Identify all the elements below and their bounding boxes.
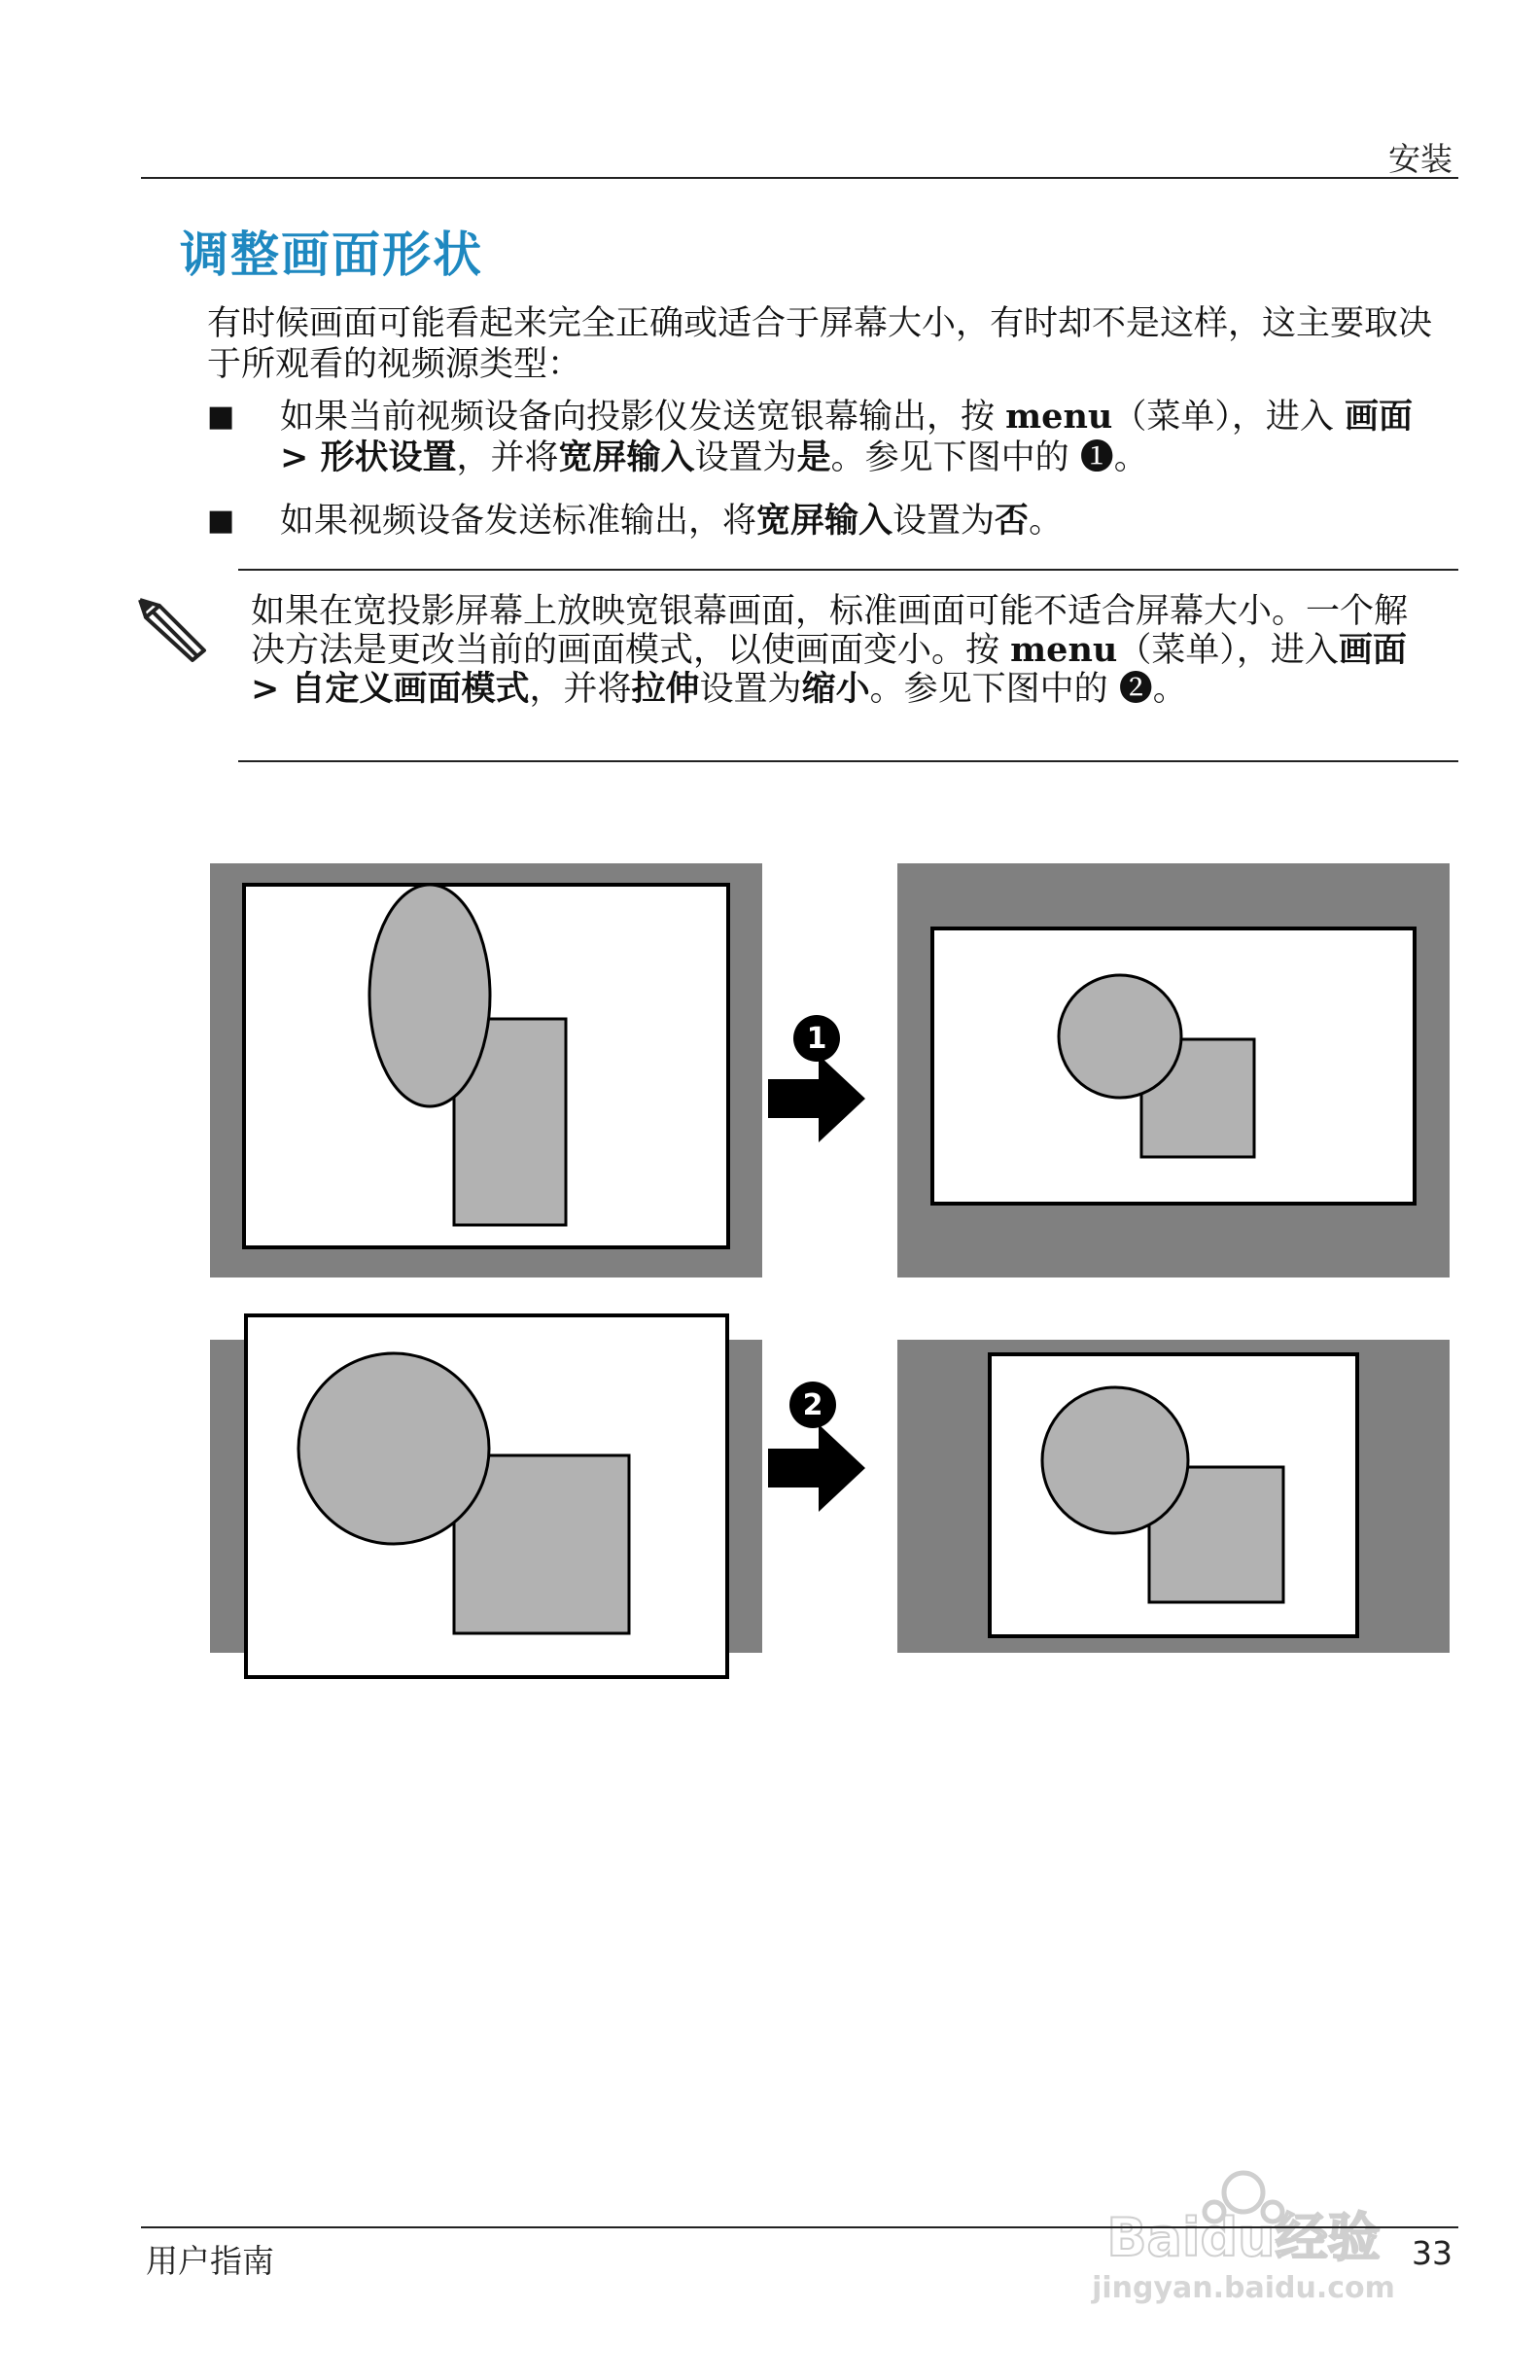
header-rule: [141, 177, 1458, 179]
footer-guide-label: 用户指南: [146, 2242, 274, 2280]
step-1-arrow: [768, 1015, 865, 1142]
svg-text:jingyan.baidu.com: jingyan.baidu.com: [1092, 2271, 1395, 2305]
note-text: 如果在宽投影屏幕上放映宽银幕画面，标准画面可能不适合屏幕大小。一个解决方法是更改当前的画面模式，以使画面变小。按 menu（菜单），进入画面 > 自定义画面模式，并将拉伸设置为缩小。参见下图中的 ➋。: [251, 592, 1409, 709]
page-title: 调整画面形状: [180, 227, 483, 283]
svg-text:2: 2: [802, 1388, 823, 1422]
svg-text:1: 1: [806, 1022, 827, 1056]
aspect-ratio-diagram: [204, 856, 1458, 1692]
step-2-arrow: [768, 1382, 865, 1512]
header-section-label: 安装: [1388, 140, 1452, 178]
intro-paragraph: 有时候画面可能看起来完全正确或适合于屏幕大小，有时却不是这样，这主要取决于所观看的视频源类型：: [207, 304, 1433, 384]
page-number: 33: [1412, 2234, 1452, 2272]
pencil-icon: [136, 588, 214, 666]
bullet-marker: ■: [207, 400, 235, 434]
panel-widescreen-result: [897, 863, 1450, 1278]
footer-rule: [141, 2226, 1458, 2228]
svg-text:Baidu经验: Baidu经验: [1106, 2207, 1381, 2268]
note-box: [238, 569, 1458, 762]
panel-standard-result: [897, 1340, 1450, 1653]
list-item-text: 如果当前视频设备向投影仪发送宽银幕输出，按 menu（菜单），进入 画面 > 形状设置，并将宽屏输入设置为是。参见下图中的 ➊。: [280, 397, 1413, 477]
panel-standard-source: [210, 1315, 762, 1677]
bullet-marker: ■: [207, 504, 235, 538]
list-item-text: 如果视频设备发送标准输出，将宽屏输入设置为否。: [280, 501, 1064, 541]
panel-widescreen-source: [210, 863, 762, 1278]
baidu-watermark: [1039, 2153, 1448, 2309]
